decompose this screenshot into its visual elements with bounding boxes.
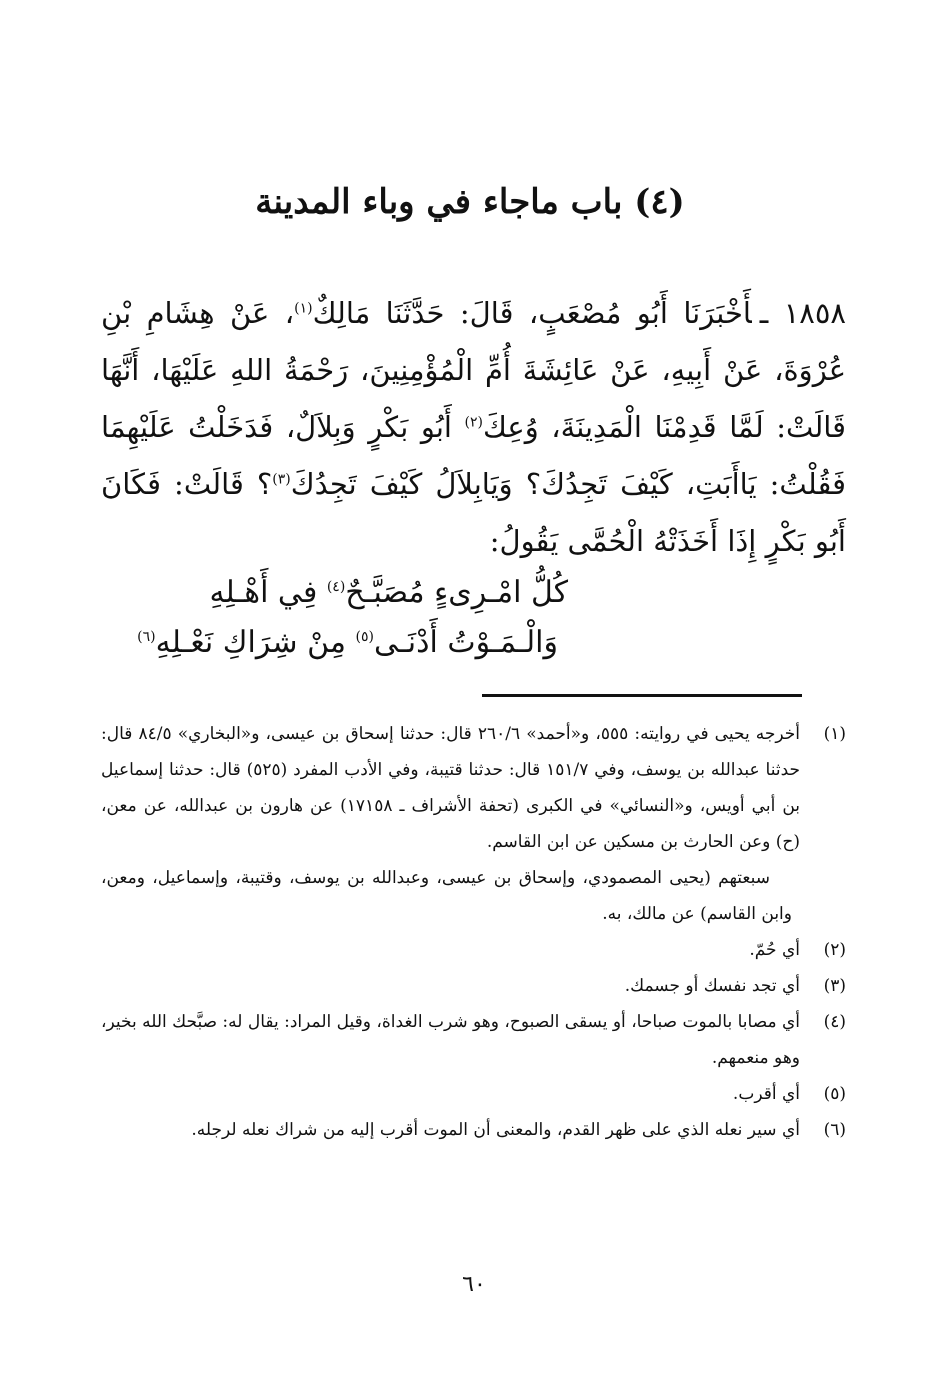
footnote-ref-1[interactable]: (١)	[294, 300, 313, 317]
footnote-ref-6[interactable]: (٦)	[137, 629, 156, 645]
poem	[128, 568, 568, 668]
footnote-number: (٥)	[823, 1084, 846, 1104]
footnote-text: أي تجد نفسك أو جسمك.	[624, 976, 800, 996]
footnotes	[101, 716, 846, 1148]
footnote-ref-4[interactable]: (٤)	[326, 579, 346, 595]
footnote-number: (١)	[823, 724, 846, 744]
poem-line-2-a: وَالْـمَـوْتُ أَدْنَـى	[374, 625, 558, 660]
footnote-ref-2[interactable]: (٢)	[464, 414, 483, 431]
footnote-number: (٣)	[823, 976, 846, 996]
footnote-5	[101, 1076, 846, 1112]
footnote-number: (٤)	[823, 1012, 846, 1032]
poem-line-1-b: فِي أَهْـلِهِ	[209, 575, 327, 610]
hadith-part-1: أَخْبَرَنَا أَبُو مُصْعَبٍ، قَالَ: حَدَّثَنَا مَالِكٌ	[312, 296, 752, 330]
poem-line-2-b: مِنْ شِرَاكِ نَعْـلِهِ	[155, 625, 356, 660]
hadith-part-4: ؟ قَالَتْ: فَكَانَ أَبُو بَكْرٍ إِذَا أَخَذَتْهُ الْحُمَّى يَقُولُ:	[101, 467, 846, 558]
hadith-part-3: أَبُو بَكْرٍ وَبِلاَلٌ، فَدَخَلْتُ عَلَيْهِمَا فَقُلْتُ: يَاأَبَتِ، كَيْفَ تَجِدُكَ؟ وَيَابِلاَلُ كَيْفَ تَجِدُكَ	[101, 410, 847, 501]
footnote-4	[101, 1004, 846, 1076]
poem-line-1	[128, 568, 568, 618]
hadith-part-2: ، عَنْ هِشَامِ بْنِ عُرْوَةَ، عَنْ أَبِيهِ، عَنْ عَائِشَةَ أُمِّ الْمُؤْمِنِينَ، رَحْمَةُ اللهِ عَلَيْهَا، أَنَّهَا قَالَتْ: لَمَّا قَدِمْنَا الْمَدِينَةَ، وُعِكَ	[101, 296, 846, 444]
chapter-title: (٤) باب ماجاء في وباء المدينة	[255, 182, 685, 222]
footnote-text: أي حُمّ.	[749, 940, 800, 960]
poem-line-1-a: كُلُّ امْـرِىءٍ مُصَبَّـحٌ	[345, 575, 568, 610]
footnote-6	[101, 1112, 846, 1148]
footnote-ref-3[interactable]: (٣)	[272, 471, 291, 488]
footnote-text: أي مصابا بالموت صباحا، أو يسقى الصبوح، وهو شرب الغداة، وقيل المراد: يقال له: صبَّحك الله بخير، وهو منعمهم.	[101, 1012, 800, 1068]
footnote-separator	[482, 694, 802, 697]
page-number: ٦٠	[462, 1272, 486, 1297]
footnote-1-continuation: سبعتهم (يحيى المصمودي، وإسحاق بن عيسى، وعبدالله بن يوسف، وقتيبة، وإسماعيل، ومعن، وابن القاسم) عن مالك، به.	[101, 868, 792, 924]
poem-line-2	[128, 618, 558, 668]
hadith-number: ١٨٥٨ ـ	[759, 296, 847, 330]
footnote-text: أخرجه يحيى في روايته: ٥٥٥، و«أحمد» ٢٦٠/٦ قال: حدثنا إسحاق بن عيسى، و«البخاري» ٨٤/٥ قال: حدثنا عبدالله بن يوسف، وفي ١٥١/٧ قال: حدثنا قتيبة، وفي الأدب المفرد (٥٢٥) قال: حدثنا إسماعيل بن أبي أويس، و«النسائي» في الكبرى (تحفة الأشراف ـ ١٧١٥٨) عن هارون بن عبدالله، عن معن، (ح) وعن الحارث بن مسكين عن ابن القاسم.	[101, 724, 801, 852]
footnote-text: أي أقرب.	[732, 1084, 800, 1104]
footnote-3	[101, 968, 846, 1004]
footnote-number: (٢)	[823, 940, 846, 960]
footnote-number: (٦)	[823, 1120, 846, 1140]
footnote-2	[101, 932, 846, 968]
footnote-ref-5[interactable]: (٥)	[355, 629, 374, 645]
hadith-text	[101, 285, 846, 570]
footnote-1	[101, 716, 846, 860]
footnote-text: أي سير نعله الذي على ظهر القدم، والمعنى أن الموت أقرب إليه من شراك نعله لرجله.	[191, 1120, 800, 1140]
